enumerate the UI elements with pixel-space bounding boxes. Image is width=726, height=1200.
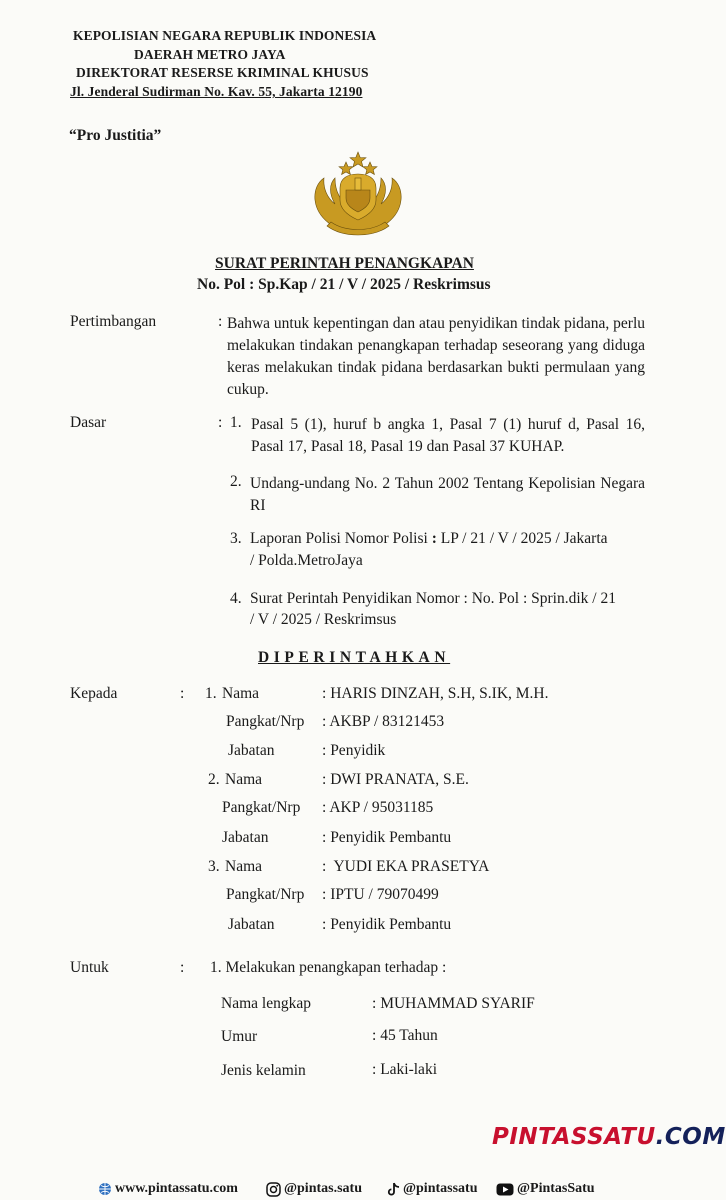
dasar-item-4-line1: Surat Perintah Penyidikan Nomor : No. Pol : Sprin.dik / 21 <box>250 590 616 607</box>
officer-3-num: 3. <box>208 858 220 875</box>
officer-3-jabatan-value: Penyidik Pembantu <box>330 916 452 933</box>
footer-instagram-text: @pintas.satu <box>284 1181 362 1196</box>
youtube-icon <box>496 1183 514 1196</box>
officer-3-nama: : YUDI EKA PRASETYA <box>322 858 490 875</box>
dasar-label: Dasar <box>70 414 107 431</box>
header-line-2: DAERAH METRO JAYA <box>134 47 286 62</box>
watermark-part-2: .COM <box>655 1124 726 1150</box>
dasar-item-3-num: 3. <box>230 530 242 547</box>
officer-1-pangkat-value: AKBP / 83121453 <box>329 713 445 730</box>
officer-2-pangkat: : AKP / 95031185 <box>322 799 434 816</box>
officer-2-jabatan-value: Penyidik Pembantu <box>330 829 452 846</box>
document-number: No. Pol : Sp.Kap / 21 / V / 2025 / Reskrimsus <box>197 276 491 293</box>
officer-3-pangkat-label: Pangkat/Nrp <box>226 886 305 903</box>
suspect-nama-value: MUHAMMAD SYARIF <box>380 995 535 1012</box>
officer-3-pangkat-value: IPTU / 79070499 <box>330 886 439 903</box>
dasar-item-3-line1: Laporan Polisi Nomor Polisi : LP / 21 / V / 2025 / Jakarta <box>250 530 608 547</box>
officer-3-jabatan-label: Jabatan <box>228 916 275 933</box>
dasar-item-2-text: Undang-undang No. 2 Tahun 2002 Tentang Kepolisian Negara RI <box>250 475 645 514</box>
officer-3-pangkat: : IPTU / 79070499 <box>322 886 439 903</box>
footer-instagram[interactable] <box>266 1181 362 1197</box>
dasar-item-4-num: 4. <box>230 590 242 607</box>
dasar-item-1-num: 1. <box>230 414 242 431</box>
instagram-icon <box>266 1182 281 1197</box>
officer-2-pangkat-label: Pangkat/Nrp <box>222 799 301 816</box>
pertimbangan-colon: : <box>218 313 223 330</box>
footer-website[interactable] <box>98 1181 238 1197</box>
officer-3-nama-value: YUDI EKA PRASETYA <box>330 858 490 875</box>
officer-3-jabatan: : Penyidik Pembantu <box>322 916 452 933</box>
police-emblem-icon <box>305 148 411 244</box>
untuk-label: Untuk <box>70 959 109 976</box>
officer-1-num: 1. <box>205 685 217 702</box>
officer-2-num: 2. <box>208 771 220 788</box>
officer-1-jabatan-label: Jabatan <box>228 742 275 759</box>
suspect-umur-value: 45 Tahun <box>380 1027 438 1044</box>
footer-website-text: www.pintassatu.com <box>115 1181 238 1196</box>
officer-2-nama-label: Nama <box>225 771 263 788</box>
officer-1-pangkat-label: Pangkat/Nrp <box>226 713 305 730</box>
footer-bar <box>0 1176 708 1200</box>
footer-tiktok-text: @pintassatu <box>403 1181 478 1196</box>
header-line-1: KEPOLISIAN NEGARA REPUBLIK INDONESIA <box>73 28 377 43</box>
dasar-item-3-line2: / Polda.MetroJaya <box>250 552 363 569</box>
officer-2-nama: : DWI PRANATA, S.E. <box>322 771 469 788</box>
dasar-item-2-num: 2. <box>230 473 242 490</box>
pertimbangan-label: Pertimbangan <box>70 313 157 330</box>
suspect-jk-value: Laki-laki <box>380 1061 437 1078</box>
officer-1-pangkat: : AKBP / 83121453 <box>322 713 445 730</box>
suspect-jk-label: Jenis kelamin <box>221 1062 306 1079</box>
header-line-3: DIREKTORAT RESERSE KRIMINAL KHUSUS <box>76 65 369 80</box>
pertimbangan-text: Bahwa untuk kepentingan dan atau penyidikan tindak pidana, perlu melakukan tindakan penangkapan terhadap seseorang yang diduga keras melakukan tindak pidana berdasarkan bukti permulaan yang cukup. <box>227 315 645 398</box>
suspect-jk: : Laki-laki <box>372 1061 437 1078</box>
officer-2-nama-value: DWI PRANATA, S.E. <box>330 771 469 788</box>
suspect-umur: : 45 Tahun <box>372 1027 438 1044</box>
dasar-item-3-number: LP / 21 / V / 2025 / Jakarta <box>440 530 608 547</box>
dasar-item-4-line2: / V / 2025 / Reskrimsus <box>250 611 397 628</box>
officer-1-jabatan: : Penyidik <box>322 742 386 759</box>
officer-1-jabatan-value: Penyidik <box>330 742 386 759</box>
suspect-nama: : MUHAMMAD SYARIF <box>372 995 535 1012</box>
kepada-colon: : <box>180 685 185 702</box>
pro-justitia: “Pro Justitia” <box>69 127 162 144</box>
officer-1-nama-value: HARIS DINZAH, S.H, S.IK, M.H. <box>330 685 549 702</box>
kepada-label: Kepada <box>70 685 118 702</box>
dasar-colon: : <box>218 414 223 431</box>
officer-2-jabatan: : Penyidik Pembantu <box>322 829 452 846</box>
officer-2-pangkat-value: AKP / 95031185 <box>329 799 434 816</box>
document-title: SURAT PERINTAH PENANGKAPAN <box>215 255 474 272</box>
officer-2-jabatan-label: Jabatan <box>222 829 269 846</box>
footer-tiktok[interactable] <box>387 1181 478 1197</box>
untuk-colon: : <box>180 959 185 976</box>
officer-3-nama-label: Nama <box>225 858 263 875</box>
dasar-item-3-title: Laporan Polisi Nomor Polisi <box>250 530 428 547</box>
watermark-part-1: PINTASSATU <box>492 1124 656 1150</box>
dasar-item-1-text: Pasal 5 (1), huruf b angka 1, Pasal 7 (1) huruf d, Pasal 16, Pasal 17, Pasal 18, Pasal 19 dan Pasal 37 KUHAP. <box>251 416 645 455</box>
suspect-nama-label: Nama lengkap <box>221 995 311 1012</box>
officer-1-nama-label: Nama <box>222 685 260 702</box>
suspect-umur-label: Umur <box>221 1028 258 1045</box>
officer-1-nama: : HARIS DINZAH, S.H, S.IK, M.H. <box>322 685 549 702</box>
tiktok-icon <box>387 1182 400 1197</box>
untuk-item-1: 1. Melakukan penangkapan terhadap : <box>210 959 447 976</box>
pintassatu-watermark <box>492 1124 726 1150</box>
diperintahkan-heading: DIPERINTAHKAN <box>258 649 451 666</box>
header-address: Jl. Jenderal Sudirman No. Kav. 55, Jakarta 12190 <box>70 84 363 99</box>
footer-youtube[interactable] <box>496 1181 595 1197</box>
footer-youtube-text: @PintasSatu <box>517 1181 595 1196</box>
globe-icon <box>98 1182 112 1196</box>
